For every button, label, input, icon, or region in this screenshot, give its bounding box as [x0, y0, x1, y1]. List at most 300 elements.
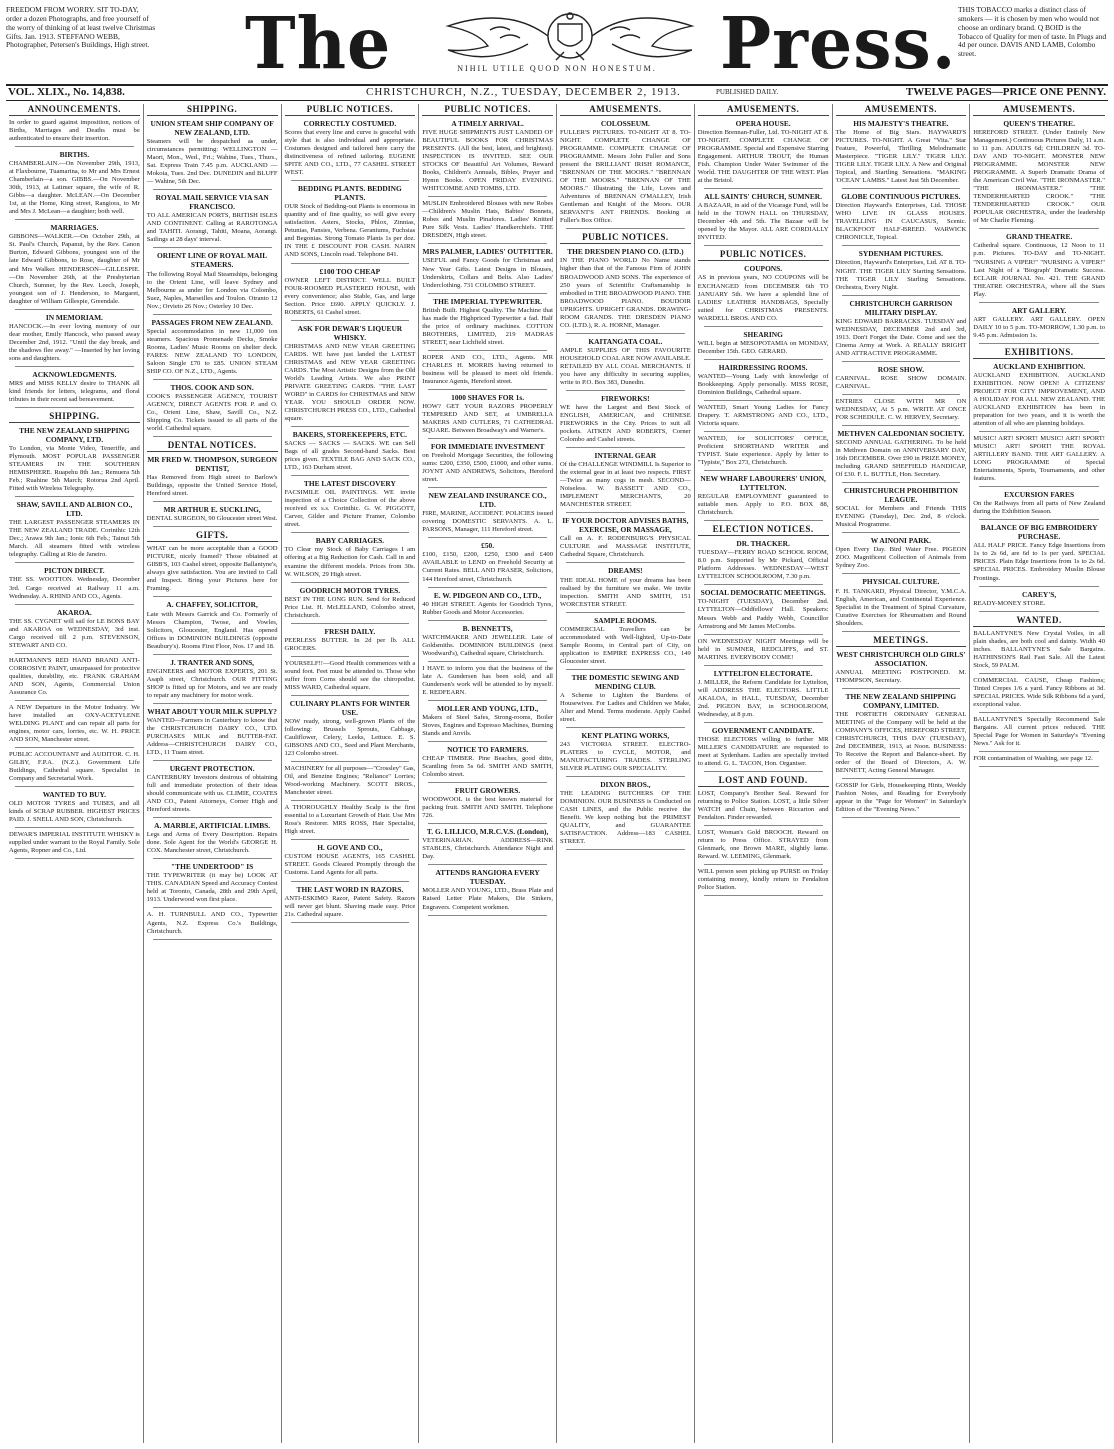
ad-title: ASK FOR DEWAR'S LIQUEUR WHISKY. [297, 323, 403, 342]
advertisement [560, 119, 691, 225]
ad-body: THE LEADING BUTCHERS OF THE DOMINION. OUR BUSINESS is Conducted on CASH LINES, and the Public receive the Benefit. We keep nothing but the PRIMEST QUALITY, and GUARANTEE SATISFACTION. Address—183 CASHEL STREET. [560, 790, 691, 846]
advertisement [285, 885, 416, 919]
ad-divider [842, 573, 961, 574]
ad-divider [704, 634, 823, 635]
ad-title: SOCIAL DEMOCRATIC MEETINGS. [700, 588, 826, 598]
ad-body: ALL HALF PRICE. Fancy Edge Insertions from 1s to 2s 6d, are 6d to 1s per yard. SPECIAL PRICES. Plain Edge Insertions from 1s to 2s 6d. SPECIAL PRICES. Embroidery Muslin Blouse Frontings. [973, 542, 1105, 582]
advertisement [973, 716, 1105, 748]
ad-body: SOCIAL for Members and Friends THIS EVENING (Tuesday), Dec. 2nd, 8 o'clock. Musical Programme. [835, 505, 967, 529]
column-2 [144, 104, 282, 1443]
ad-divider [842, 394, 961, 395]
ad-body: J. MILLER, the Reform Candidate for Lyttelton, will ADDRESS THE ELECTORS. LITTLE AKALOA, in HALL, TUESDAY, December 2nd. PIGEON BAY, in SCHOOLROOM, Wednesday, at 8 p.m. [697, 678, 829, 718]
ad-body: TO Clear my Stock of Baby Carriages I am offering at a Big Reduction for Cash. Call in and examine the different models. Prices from 30s. W. WILSON, 29 High street. [284, 546, 416, 578]
ad-body: THOSE ELECTORS willing to further MR MILLER'S CANDIDATURE are requested to meet at Sydenham. Ladies are specially invited to attend. G. L. TACON, Hon. Organiser. [697, 735, 829, 767]
ad-title: CORRECTLY COSTUMED. [303, 119, 397, 128]
ad-divider [153, 939, 272, 940]
ad-divider [566, 228, 685, 229]
ad-divider [428, 487, 547, 488]
ad-divider [842, 482, 961, 483]
advertisement [285, 430, 416, 472]
ad-body: NOW ready, strong, well-grown Plants of the following: Brussels Sprouts, Cabbage, Cauliflower, Celery, Leeks, Lettuce. E. S. GIBSONS AND CO., Seed and Plant Merchants, 123 Colombo street. [284, 717, 416, 758]
advertisement [422, 868, 553, 911]
ad-title: £100 TOO CHEAP [319, 266, 381, 276]
advertisement [9, 370, 140, 404]
ad-body: BALLANTYNE'S New Crystal Voiles, in all plain shades, are both cool and dainty. Width 40 inches. BALLANTYNE'S Sale Bargains. HATHINSON'S Rail Fast Sale. All the Latest Stock, 59 PALM. [973, 629, 1105, 669]
ad-body: I HAVE to inform you that the business of the late A. Gundersen has been sold, and all Gundersen's work will be attended to by myself. E. REDFEARN. [422, 664, 553, 696]
advertisement [836, 398, 967, 422]
ad-body: In order to guard against imposition, notices of Births, Marriages and Deaths must be authenticated to ensure their insertion. [9, 119, 140, 143]
ad-title: FIREWORKS! [601, 393, 650, 403]
section-heading: MEETINGS. [836, 635, 967, 647]
ad-body: WANTED—Farmers in Canterbury to know that the CHRISTCHURCH DAIRY CO., LTD. PURCHASES MILK and BUTTER-FAT. Address—CHRISTCHURCH DAIRY CO., LTD., 11 Tuam street. [146, 716, 278, 756]
ad-title: IN MEMORIAM. [45, 312, 103, 322]
ad-title: KENT PLATING WORKS, [581, 731, 670, 740]
advertisement [147, 119, 278, 186]
advertisement [285, 119, 416, 177]
ad-title: AKAROA. [57, 607, 92, 617]
ad-body: HANCOCK.—In ever loving memory of our dear mother, Emily Hancock, who passed away December 2nd, 1912. "Until the day break, and the shadows flee away." —Inserted by her loving sons and daughters. [9, 322, 140, 362]
ad-divider [428, 438, 547, 439]
advertisement [973, 490, 1105, 516]
ad-body: ENGINEERS and MOTOR EXPERTS, 201 St. Asaph street, Christchurch. OUR FITTING SHOP is fitted up for Motors, and we are ready to repair any machinery for motor work. [146, 667, 278, 699]
ad-title: THOS. COOK AND SON. [170, 382, 254, 392]
advertisement [698, 539, 829, 581]
section-heading: PUBLIC NOTICES. [698, 249, 829, 261]
ad-title: BIRTHS. [59, 150, 90, 160]
ad-divider [428, 741, 547, 742]
ad-divider [428, 196, 547, 197]
ad-body: ENTRIES CLOSE WITH MR ON WEDNESDAY, At 5 p.m. WRITE AT ONCE FOR SCHEDULE. C. W. HERVEY, Secretary. [835, 397, 967, 421]
ad-body: ROPER AND CO., LTD., Agents. MR CHARLES H. MORRIS having returned to business will be pleased to meet old friends. Insurance Agents, Hereford street. [422, 353, 553, 385]
ad-divider [428, 661, 547, 662]
ad-divider [291, 623, 410, 624]
ad-body: COOK'S PASSENGER AGENCY, TOURIST AGENCY, DIRECT AGENTS FOR P. and O. Co., Orient Line, Shaw, Savill Co., N.Z. Shipping Co. Tickets issued to all parts of the world. Cathedral square. [146, 392, 278, 433]
advertisement [560, 673, 691, 724]
ad-body: Scores that every line and curve is graceful with style that is also individual and appropriate. Costumes designed and tailored here carry the distinctiveness of refined tailoring. EUGENE SPITE AND CO., LTD., 77 CASHEL STREET WEST. [284, 129, 416, 177]
ad-divider [15, 827, 134, 828]
advertisement [422, 393, 553, 435]
advertisement [147, 911, 278, 935]
coat-of-arms-icon [430, 8, 710, 62]
advertisement [147, 862, 278, 904]
publication-frequency: PUBLISHED DAILY. [716, 88, 779, 96]
ad-body: PEERLESS BUTTER. In 2d per lb. ALL GROCERS. [284, 636, 416, 652]
ad-title: THE IMPERIAL TYPEWRITER. [433, 296, 543, 306]
advertisement [973, 306, 1105, 340]
ad-body: Cathedral square. Continuous, 12 Noon to 11 p.m. Pictures. TO-DAY and TO-NIGHT. "NURSING A VIPER!" "NURSING A VIPER!" Last Night of a 'Biograph' Dramatic Success. ECLAIR JOURNAL No. 421. THE GRAND THEATRE ORCHESTRA, where all the Stars Play. [973, 242, 1105, 298]
advertisement [9, 751, 140, 783]
ad-divider [428, 389, 547, 390]
advertisement [285, 586, 416, 620]
ad-title: SHEARING [743, 329, 783, 339]
advertisement [836, 536, 967, 570]
advertisement [285, 843, 416, 877]
advertisement [422, 247, 553, 289]
ad-body: USEFUL and Fancy Goods for Christmas and New Year Gifts. Latest Designs in Blouses, Underskirts, Collars and Belts. Also Ladies' Underclothing. 731 COLOMBO STREET. [422, 257, 553, 289]
ad-title: BEDDING PLANTS. BEDDING PLANTS. [298, 184, 402, 203]
ad-divider [566, 727, 685, 728]
ad-divider [291, 800, 410, 801]
advertisement [285, 627, 416, 653]
ad-body: ART GALLERY. ART GALLERY. OPEN DAILY 10 to 5 p.m. TO-MORROW, 1.30 p.m. to 9.45 p.m. Admission 1s. [973, 315, 1105, 339]
ad-divider [842, 631, 961, 632]
ad-divider [153, 436, 272, 437]
ad-body: Has Removed from High street to Barlow's Buildings, opposite the United Service Hotel, Hereford street. [146, 474, 278, 498]
ad-body: WANTED, for SOLICITORS' OFFICE, Proficient SHORTHAND WRITER and TYPIST. State experience. Apply by letter to "Typiste," Box 273, Christchurch. [697, 434, 829, 467]
ad-title: MRS PALMER, LADIES' OUTFITTER. [422, 247, 553, 257]
ad-body: CUSTOM HOUSE AGENTS, 165 CASHEL STREET. Goods Cleared Promptly through the Customs. Land Agents for all parts. [284, 853, 416, 877]
ad-body: A NEW Departure in the Motor Industry. We have installed an OXY-ACETYLENE WELDING PLANT and can repair all parts for engines, motor cars, lorries, etc. W. H. PRICE AND SON, Manchester street. [9, 703, 140, 743]
ad-divider [979, 751, 1099, 752]
ad-title: A TIMELY ARRIVAL. [451, 119, 524, 128]
ad-title: ATTENDS RANGIORA EVERY TUESDAY. [435, 868, 540, 887]
ad-body: A Scheme to Lighten the Burdens of Housewives. For Ladies and Children we Make, Alter and Mend. Terms moderate. Apply Cashel street. [560, 691, 691, 723]
advertisement [9, 790, 140, 824]
ad-body: MACHINERY for all purposes—"Crossley" Gas, Oil, and Benzine Engines; "Reliance" Lorries; Wood-working Machinery. SCOTT BROS., Manchester street. [284, 765, 416, 797]
advertisement [285, 184, 416, 259]
ad-body: WHAT can be more acceptable than a GOOD PICTURE, nicely framed? Those obtained at GIBB'S, 103 Cashel street, opposite Ballantyne's, always give satisfaction. You are invited to Call and Inspect. Bring your Pictures here for Framing. [146, 545, 278, 593]
ad-title: WANTED TO BUY. [42, 790, 107, 800]
ad-title: BAKERS, STOREKEEPERS, ETC. [292, 430, 407, 440]
ad-body: Direction Hayward's Enterprises, Ltd. THOSE WHO LIVE IN GLASS HOUSES. TRAVELLING IN CAUCASUS, Scenic. BLACKFOOT HALF-BREED. WARWICK CHRONICLE, Topical. [835, 202, 967, 242]
ad-divider [291, 656, 410, 657]
ad-body: 243 VICTORIA STREET. ELECTRO-PLATERS to CYCLE, MOTOR, and MANUFACTURING TRADES. STERLING SILVER PLATING OUR SPECIALITY. [560, 741, 691, 773]
ad-title: DIXON BROS., [600, 780, 651, 790]
ad-divider [842, 245, 961, 246]
place-and-date: CHRISTCHURCH, N.Z., TUESDAY, DECEMBER 2, 1913. [366, 86, 681, 98]
dateline [6, 84, 1108, 101]
ad-divider [153, 501, 272, 502]
ad-body: THE IDEAL HOME of your dreams has been realised by the furniture we make. We invite inspection. SMITH AND SMITH, 151 WORCESTER STREET. [560, 576, 691, 608]
ad-divider [428, 293, 547, 294]
ad-title: THE LAST WORD IN RAZORS. [296, 884, 404, 894]
advertisement [973, 362, 1105, 428]
advertisement [698, 474, 829, 517]
advertisement [285, 660, 416, 692]
advertisement [422, 827, 553, 861]
ad-divider [979, 228, 1099, 229]
column-8 [970, 104, 1108, 1443]
advertisement [560, 566, 691, 608]
advertisement [422, 442, 553, 484]
advertisement [973, 232, 1105, 298]
advertisement [698, 404, 829, 428]
ad-divider [428, 243, 547, 244]
advertisement [285, 267, 416, 317]
ad-title: ORIENT LINE OF ROYAL MAIL STEAMERS. [157, 251, 268, 270]
ad-body: LOST, Woman's Gold BROOCH. Reward on return to Press Office. STRAYED from Glenmark, one Brown MARE, slightly lame. Reward. W. LEEMING, Glenmark. [697, 829, 829, 861]
advertisement [147, 383, 278, 433]
ad-title: LYTTELTON ELECTORATE. [713, 668, 813, 678]
ad-divider [428, 915, 547, 916]
ad-divider [153, 654, 272, 655]
ad-divider [291, 761, 410, 762]
ad-divider [15, 366, 134, 367]
ad-title: HIS MAJESTY'S THEATRE. [853, 119, 949, 128]
ad-title: MR ARTHUR E. SUCKLING, [163, 505, 261, 515]
ad-divider [428, 864, 547, 865]
ad-title: NEW WHARF LABOURERS' UNION, LYTTELTON. [700, 474, 826, 493]
section-heading: EXHIBITIONS. [973, 347, 1105, 359]
newspaper-columns [6, 104, 1108, 1443]
ad-body: Makers of Steel Safes, Strong-rooms, Boiler Stoves, Engines and Espresso Machines, Burning Stands and Anvils. [422, 713, 553, 737]
advertisement [285, 479, 416, 529]
masthead-title-left: The [245, 2, 392, 86]
ad-body: TO-NIGHT (TUESDAY), December 2nd. LYTTELTON—Oddfellows' Hall. Speakers: Messrs Webb and Paddy Webb, Councillor Armstrong and Mr James McCombs. [697, 598, 829, 630]
ad-divider [704, 188, 823, 189]
advertisement [422, 200, 553, 240]
ad-title: MR FRED W. THOMPSON, SURGEON DENTIST, [147, 455, 277, 474]
ad-divider [291, 695, 410, 696]
advertisement [698, 330, 829, 356]
ad-body: DENTAL SURGEON, 90 Gloucester street West. [146, 515, 278, 523]
advertisement [147, 600, 278, 650]
ad-title: AUCKLAND EXHIBITION. [993, 361, 1086, 371]
volume-number: VOL. XLIX., No. 14,838. [8, 86, 125, 98]
ad-divider [428, 823, 547, 824]
ad-title: SAMPLE ROOMS. [594, 615, 657, 625]
ad-divider [979, 712, 1099, 713]
ad-title: FRESH DAILY. [324, 626, 376, 636]
ad-divider [566, 849, 685, 850]
section-heading: DENTAL NOTICES. [147, 440, 278, 452]
advertisement [836, 692, 967, 775]
advertisement [560, 616, 691, 666]
ad-divider [15, 700, 134, 701]
advertisement [422, 665, 553, 697]
ad-title: E. W. PIDGEON AND CO., LTD., [433, 590, 542, 600]
section-heading: SHIPPING. [147, 104, 278, 116]
advertisement [836, 577, 967, 627]
ad-divider [291, 582, 410, 583]
ad-divider [566, 776, 685, 777]
ad-divider [153, 379, 272, 380]
ad-title: MOLLER AND YOUNG, LTD., [436, 703, 539, 713]
ad-divider [566, 333, 685, 334]
ad-title: MARRIAGES. [50, 223, 99, 233]
ad-title: METHVEN CALEDONIAN SOCIETY. [837, 429, 965, 438]
advertisement [285, 536, 416, 578]
ad-divider [153, 817, 272, 818]
ad-body: PUBLIC ACCOUNTANT and AUDITOR. C. H. GILBY, F.P.A. (N.Z.). Government Life Buildings, Cathedral square. Specialist in Company and Secretarial Work. [9, 751, 140, 783]
ad-title: W AINONI PARK. [870, 536, 932, 546]
section-heading: SHIPPING. [9, 411, 140, 423]
ad-body: Special accommodation in new 11,000 ton steamers. Spacious Promenade Decks, Smoke Rooms, Ladies' Music Rooms on shelter deck. FARES: NEW ZEALAND TO LONDON, Saloon Single £70 to £85. UNION STEAM SHIP CO. OF N.Z., LTD., Agents. [146, 327, 278, 375]
ad-body: TO ALL AMERICAN PORTS, BRITISH ISLES AND CONTINENT. Calling at RAROTONGA and TAHITI. Aorangi, Tahiti, Moana, Aorangi. Sailings at 28 days' interval. [146, 212, 278, 244]
ad-body: Call on A. F. RODENBURG'S PHYSICAL CULTURE and MASSAGE INSTITUTE, Cathedral Square, Christchurch. [560, 535, 691, 559]
ad-divider [979, 766, 1099, 767]
ad-title: NOTICE TO FARMERS. [447, 745, 529, 754]
advertisement [836, 429, 967, 479]
ad-body: A. H. TURNBULL AND CO., Typewriter Agents, N.Z. Express Co.'s Buildings, Christchurch. [146, 911, 278, 935]
ad-title: BABY CARRIAGES. [315, 536, 385, 546]
advertisement [422, 491, 553, 534]
advertisement [836, 299, 967, 358]
ad-body: OUR Stock of Bedding-out Plants is enormous in quantity and of fine quality, so will give every satisfaction. Asters, Stocks, Phlox, Zinnias, Petunias, Pansies, Verbena. Geraniums, Fuchsias and Begonias. Strong Tomato Plants 1s per doz. IN THE £ DISCOUNT FOR CASH. NAIRN AND SONS, Lincoln road. Telephone 841. [284, 203, 416, 259]
ad-title: GRAND THEATRE. [1005, 232, 1073, 242]
ad-body: WILL begin at MESOPOTAMIA on MONDAY, December 15th. GEO. GERARD. [697, 339, 829, 355]
ad-divider [566, 390, 685, 391]
ad-divider [842, 778, 961, 779]
advertisement [9, 500, 140, 559]
ad-body: TUESDAY—FERRY ROAD SCHOOL ROOM, 8.0 p.m. Supported by Mr Pickard, Official Platform Addresses. WEDNESDAY—WEST LYTTELTON SCHOOLROOM, 7.30 p.m. [697, 549, 829, 581]
advertisement [285, 699, 416, 758]
ad-divider [15, 496, 134, 497]
ad-divider [15, 604, 134, 605]
ad-body: OLD MOTOR TYRES and TUBES, and all kinds of SCRAP RUBBER. HIGHEST PRICES PAID. J. SNELL AND SON, Christchurch. [9, 800, 140, 824]
ad-body: FULLER'S PICTURES. TO-NIGHT AT 8. TO-NIGHT. COMPLETE CHANGE OF PROGRAMME. COMPLETE CHANGE OF PROGRAMME. Messrs John Fuller and Sons present the BRILLIANT IRISH ROMANCE, "BRENNAN OF THE MOORS." "BRENNAN OF THE MOORS." "BRENNAN OF THE MOORS." Illustrating the Life, Loves and Adventures of BRENNAN O'MALLEY, Irish Gentleman and Knight of the Moors. OUR SERVANT'S ANT FRIENDS. Booking at Fuller's Box Office. [560, 129, 691, 225]
ad-divider [979, 302, 1099, 303]
ad-title: QUEEN'S THEATRE. [1003, 119, 1075, 128]
ad-divider [153, 189, 272, 190]
ad-title: GOODRICH MOTOR TYRES. [299, 585, 401, 595]
ad-divider [153, 314, 272, 315]
ad-title: THE DRESDEN PIANO CO. (LTD.) [567, 247, 684, 257]
section-heading: ANNOUNCEMENTS. [9, 104, 140, 116]
advertisement [698, 829, 829, 861]
advertisement [422, 624, 553, 658]
ad-body: HARTMANN'S RED HAND BRAND ANTI-CORROSIVE PAINT, unsurpassed for protective qualities, durability, etc. FRANK GRAHAM AND SON, Agents, Commercial Union Assurance Co. [9, 656, 140, 696]
ad-body: MOLLER AND YOUNG, LTD., Brass Plate and Raised Letter Plate Makers, Die Sinkers, Engravers. Competent workmen. [422, 887, 553, 911]
masthead-left-ad: FREEDOM FROM WORRY. SIT TO-DAY, order a dozen Photographs, and free yourself of the worry of thinking of at least twelve Christmas Gifts. Jan. 1913. STEFFANO WEBB, Photographer, Petersen's Buildings, High street. [6, 5, 156, 50]
section-heading: AMUSEMENTS. [698, 104, 829, 116]
ad-body: £100, £150, £200, £250, £300 and £400 AVAILABLE to LEND on Freehold Security at Current Rates. BELL AND FRASER, Solicitors, 144 Hereford street, Christchurch. [422, 551, 553, 583]
ad-body: AMPLE SUPPLIES OF THIS FAVOURITE HOUSEHOLD COAL ARE NOW AVAILABLE. RETAILED BY ALL COAL MERCHANTS. If you have any difficulty in securing supplies, write to P.O. Box 383, Dunedin. [560, 346, 691, 386]
ad-body: THE TYPEWRITER (it may be) LOOK AT THIS. CANADIAN Speed and Accuracy Contest held at Toronto, Canada, 28th and 29th April, 1913. Underwood won first place. [146, 872, 278, 904]
advertisement [560, 451, 691, 509]
ad-divider [291, 881, 410, 882]
ad-divider [979, 519, 1099, 520]
ad-title: DR. THACKER. [736, 539, 790, 549]
advertisement [285, 324, 416, 423]
ad-title: "THE UNDERTOOD" IS [171, 862, 254, 872]
ad-title: COLOSSEUM. [600, 119, 650, 128]
ad-title: B. BENNETTS, [462, 623, 513, 633]
ad-body: British Built. Highest Quality. The Machine that has made the Highpriced Typewriter a fad. Half the price of ordinary machines. COTTON BROTHERS, LIMITED, 219 MADRAS STREET, near Lichfield street. [422, 306, 553, 346]
ad-title: CHRISTCHURCH PROHIBITION LEAGUE. [843, 486, 958, 505]
ad-body: THE LARGEST PASSENGER STEAMERS IN THE NEW ZEALAND TRADE. Corinthic 12th Dec.; Arawa 9th Jan.; Ionic 6th Feb.; Tainui 5th March. All steamers fitted with wireless telegraphy. Calling at Rio de Janeiro. [9, 519, 140, 559]
ad-title: FOR IMMEDIATE INVESTMENT [430, 442, 545, 452]
advertisement [973, 523, 1105, 582]
ad-body: MUSLIN Embroidered Blouses with new Robes—Children's Muslin Hats, Babies' Bonnets, Robes and Muslin Pinafores. Ladies' Knitted Pure Silk Vests. Ladies' Handkerchiefs. THE DRESDEN, High street. [422, 200, 553, 240]
ad-title: PHYSICAL CULTURE. [862, 577, 940, 587]
ad-divider [704, 245, 823, 246]
ad-divider [15, 219, 134, 220]
ad-divider [566, 562, 685, 563]
ad-divider [704, 771, 823, 772]
ad-divider [979, 486, 1099, 487]
ad-body: SACKS — SACKS — SACKS. WE can Sell Bags of all grades Second-hand Sacks. Best prices given. TEXTILE BAG AND SACK CO., LTD., 163 Durham street. [284, 440, 416, 472]
section-heading: PUBLIC NOTICES. [422, 104, 553, 116]
issue-price: TWELVE PAGES—PRICE ONE PENNY. [905, 86, 1106, 98]
ad-title: KAITANGATA COAL. [588, 336, 663, 346]
ad-divider [153, 596, 272, 597]
advertisement [973, 590, 1105, 608]
section-heading: PUBLIC NOTICES. [285, 104, 416, 116]
ad-body: BALLANTYNE'S Specially Recommend Sale Bargains. All current prices reduced. THE Special Page for Women in Saturday's "Evening News." Ask for it. [973, 715, 1105, 747]
ad-title: THE DOMESTIC SEWING AND MENDING CLUB. [571, 672, 680, 691]
ad-divider [428, 587, 547, 588]
ad-divider [704, 520, 823, 521]
ad-divider [15, 562, 134, 563]
ad-body: THE SS. CYGNET will sail for LE BONS BAY and AKAROA on WEDNESDAY, 3rd inst. Cargo received till 2 p.m. STEVENSON, STEWART AND CO. [9, 617, 140, 649]
ad-title: WEST CHRISTCHURCH OLD GIRLS' ASSOCIATION. [836, 649, 966, 668]
ad-body: To London, via Monte Video, Teneriffe, and Plymouth. MOST POPULAR PASSENGER STEAMERS IN THE SOUTHERN HEMISPHERE. Ruapehu 8th Jan.; Remuera 5th Feb.; Ruahine 5th March; Rotorua 2nd April. Fitted with Wireless Telegraphy. [9, 445, 140, 493]
ad-title: H. GOVE AND CO., [317, 843, 383, 853]
ad-title: THE LATEST DISCOVERY [303, 479, 396, 489]
ad-divider [428, 350, 547, 351]
ad-body: Open Every Day. Bird Water Free. PIGEON ZOO. Magnificent Collection of Animals from Sydney Zoo. [835, 546, 967, 570]
ad-body: CANTERBURY Investors desirous of obtaining full and immediate protection of their ideas should communicate with us. CLIMIE, COATES AND CO., Patent Attorneys, Corner High and Hereford streets. [146, 774, 278, 814]
ad-body: Late with Messrs Garrick and Co. Formerly of Messrs Champion, Twose, and Vowles, Solicitors, Gloucester, England. Has opened Offices in DOMINION BUILDINGS (opposite Beaubury's). Rooms First Floor, Nos. 17 and 18. [146, 610, 278, 650]
ad-divider [153, 760, 272, 761]
ad-body: on Freehold Mortgage Securities, the following sums: £200, £350, £500, £1000, and other sums. JOYNT AND ANDREWS, Solicitors, Hereford street. [422, 452, 553, 484]
ad-title: HAIRDRESSING ROOMS. [718, 362, 808, 372]
advertisement [9, 831, 140, 855]
ad-title: COUPONS. [744, 264, 783, 274]
advertisement [836, 249, 967, 291]
masthead-motto: NIHIL UTILE QUOD NON HONESTUM. [457, 64, 657, 73]
advertisement [285, 804, 416, 836]
advertisement [973, 119, 1105, 225]
ad-title: ROSE SHOW. [877, 364, 924, 374]
ad-divider [704, 584, 823, 585]
ad-title: PICTON DIRECT. [44, 566, 105, 576]
ad-body: The following Royal Mail Steamships, belonging to the Orient Line, will leave Sydney and Melbourne as under for London via Colombo, Suez, Naples, Marseilles and Toulon. Otranto 12 Nov.; Orvieto 26 Nov.; Osterley 10 Dec. [146, 270, 278, 310]
advertisement [147, 821, 278, 855]
ad-title: A. CHAFFEY, SOLICITOR, [166, 600, 258, 610]
ad-body: Direction, Hayward's Enterprises, Ltd. AT 8. TO-NIGHT. THE TIGER LILY Starting Sensations. THE TIGER LILY Starling Sensations. Orchestra, Every Night. [835, 259, 967, 291]
ad-divider [291, 320, 410, 321]
ad-divider [842, 295, 961, 296]
ad-title: PASSAGES FROM NEW ZEALAND. [151, 317, 273, 327]
ad-title: OPERA HOUSE. [735, 119, 791, 128]
ad-title: GOVERNMENT CANDIDATE. [711, 725, 815, 735]
advertisement [698, 363, 829, 397]
advertisement [422, 119, 553, 193]
ad-body: ANNUAL MEETING POSTPONED. M. THOMPSON, Secretary. [835, 668, 967, 684]
ad-body: FIRE, MARINE, ACCIDENT. POLICIES issued covering DOMESTIC SERVANTS. A. L. PARSONS, Manager, 111 Hereford street. [422, 510, 553, 534]
ad-body: DEWAR'S IMPERIAL INSTITUTE WHISKY is supplied under warrant to the Royal Family. Sole Agents, Ropner and Co., Ltd. [9, 831, 140, 855]
ad-divider [704, 470, 823, 471]
advertisement [285, 765, 416, 797]
column-4 [419, 104, 557, 1443]
ad-divider [428, 782, 547, 783]
advertisement [422, 297, 553, 347]
ad-divider [704, 722, 823, 723]
ad-body: THE SS. WOOTTON. Wednesday, December 3rd. Cargo received at Railway 11 a.m. Wednesday. A. RHIND AND CO., Agents. [9, 576, 140, 600]
ad-divider [291, 426, 410, 427]
ad-body: WANTED, Smart Young Ladies for Fancy Drapery. T. ARMSTRONG AND CO., LTD., Victoria square. [697, 403, 829, 427]
advertisement [698, 868, 829, 892]
ad-body: The Home of Big Stars. HAYWARD'S PICTURES. TO-NIGHT. A Great "Vita." Star Feature, Powerful, Thrilling Melodramatic Masterpiece. "TIGER LILY." TIGER LILY. TIGER LILY. TIGER LILY. A New and Original Topical, and Startling Sensations. "MAKING 'OCEAN' LAMBS." Latest Just 5th December. [835, 129, 967, 185]
ad-title: EXCURSION FARES [1004, 490, 1075, 500]
column-7 [833, 104, 971, 1443]
advertisement [422, 591, 553, 617]
section-heading: AMUSEMENTS. [836, 104, 967, 116]
ad-divider [566, 512, 685, 513]
ad-title: FRUIT GROWERS. [455, 786, 521, 796]
advertisement [9, 704, 140, 744]
column-5 [557, 104, 695, 1443]
ad-divider [842, 188, 961, 189]
ad-body: ON WEDNESDAY NIGHT Meetings will be held in SUMNER, REDCLIFFS, and ST. MARTINS. EVERYBODY COME! [697, 637, 829, 661]
ad-divider [15, 407, 134, 408]
advertisement [560, 731, 691, 773]
ad-title: 1000 SHAVES FOR 1s. [451, 392, 525, 402]
advertisement [698, 119, 829, 185]
advertisement [147, 193, 278, 244]
